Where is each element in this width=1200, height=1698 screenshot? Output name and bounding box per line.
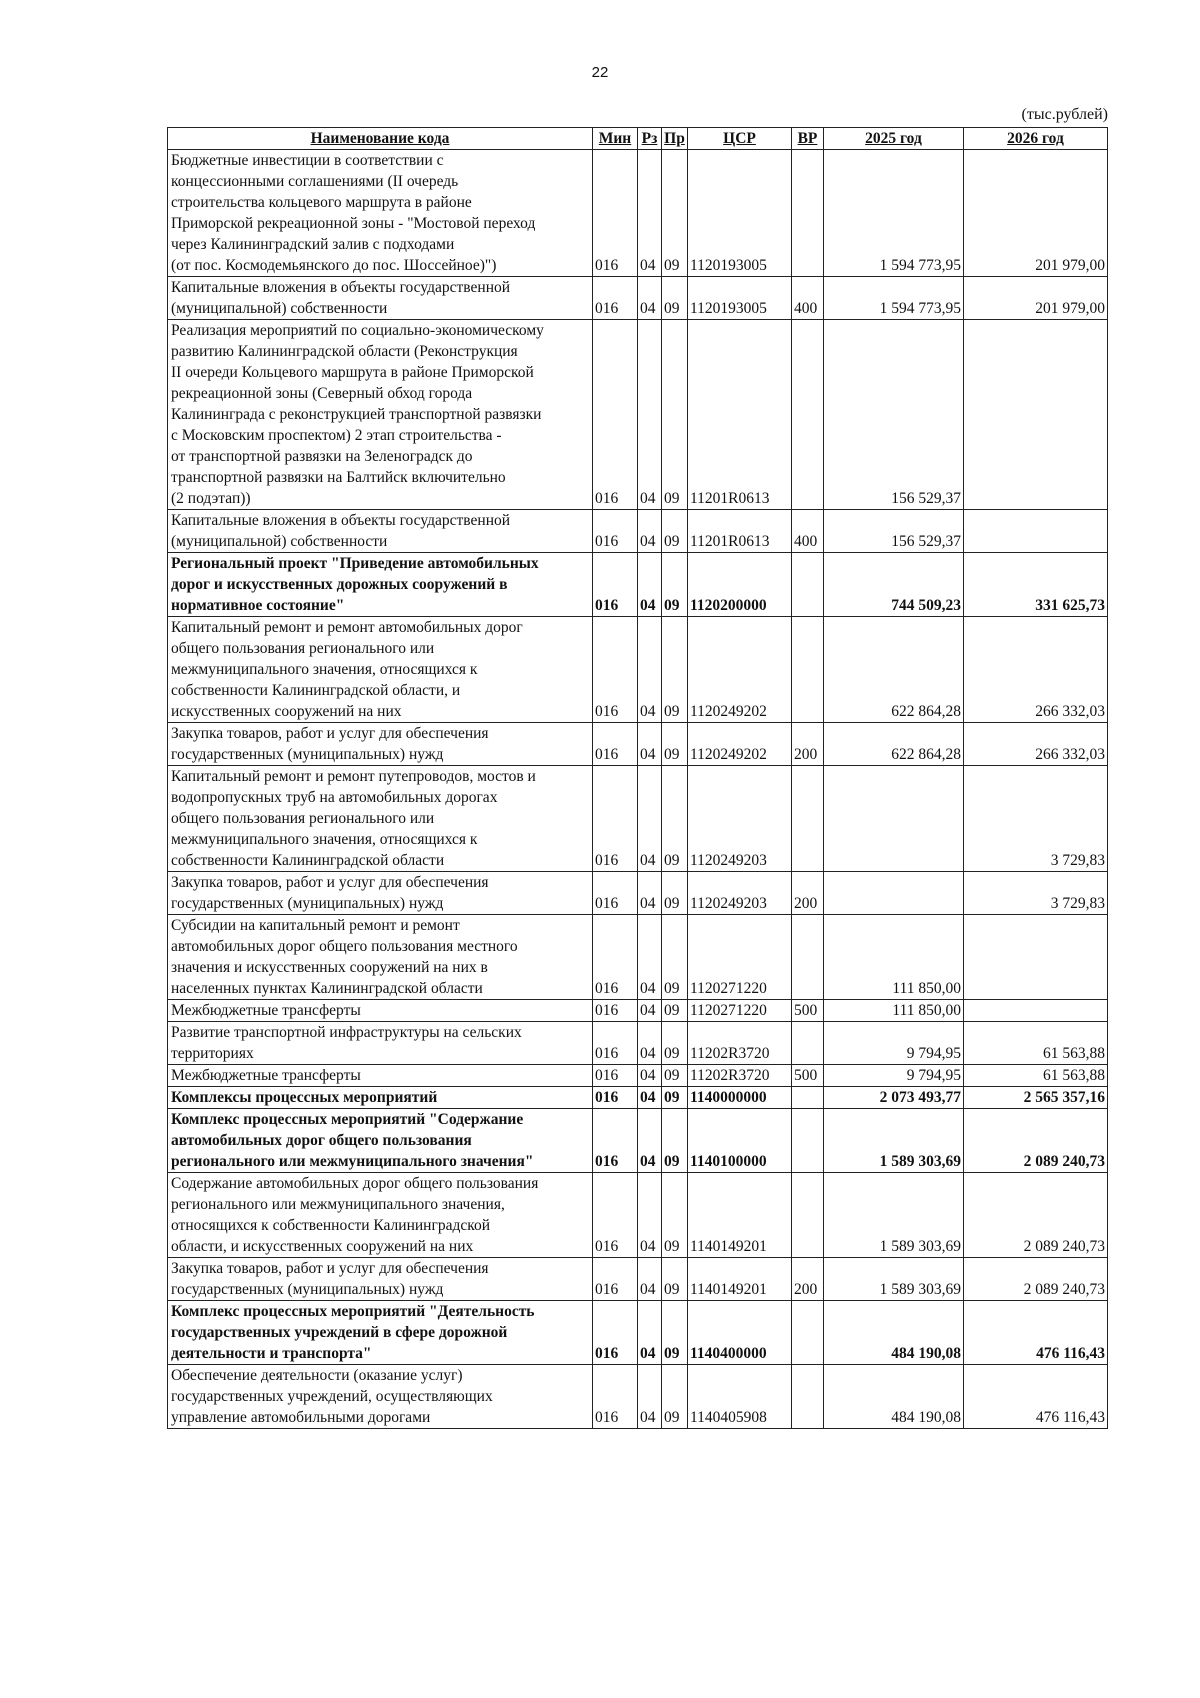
cell-vr: 400: [792, 510, 824, 553]
table-body: [168, 150, 1108, 1429]
cell-min: 016: [593, 1022, 638, 1065]
cell-csr: 1140405908: [688, 1365, 792, 1429]
cell-2025: 1 589 303,69: [824, 1173, 964, 1258]
column-header-2025: 2025 год: [824, 128, 964, 150]
column-header-name: Наименование кода: [168, 128, 593, 150]
cell-2025: 156 529,37: [824, 510, 964, 553]
cell-min: 016: [593, 872, 638, 915]
table-row: [168, 915, 1108, 1000]
table-row: [168, 1087, 1108, 1109]
cell-name: Закупка товаров, работ и услуг для обеспечения государственных (муниципальных) нужд: [168, 872, 593, 915]
cell-rz: 04: [638, 510, 662, 553]
cell-pr: 09: [662, 1173, 688, 1258]
column-header-rz: Рз: [638, 128, 662, 150]
cell-2026: [964, 320, 1108, 510]
table-row: [168, 553, 1108, 617]
table-row: [168, 766, 1108, 872]
cell-csr: 1120249203: [688, 766, 792, 872]
cell-name: Закупка товаров, работ и услуг для обеспечения государственных (муниципальных) нужд: [168, 723, 593, 766]
cell-pr: 09: [662, 1365, 688, 1429]
cell-2026: [964, 1000, 1108, 1022]
cell-pr: 09: [662, 1109, 688, 1173]
cell-rz: 04: [638, 915, 662, 1000]
cell-name: Капитальные вложения в объекты государственной (муниципальной) собственности: [168, 510, 593, 553]
table-row: [168, 1173, 1108, 1258]
table-row: [168, 1022, 1108, 1065]
cell-csr: 1140149201: [688, 1173, 792, 1258]
table-row: [168, 617, 1108, 723]
cell-name: Капитальные вложения в объекты государственной (муниципальной) собственности: [168, 277, 593, 320]
cell-2026: 2 089 240,73: [964, 1258, 1108, 1301]
cell-vr: [792, 766, 824, 872]
cell-pr: 09: [662, 1087, 688, 1109]
column-header-min: Мин: [593, 128, 638, 150]
cell-vr: [792, 1173, 824, 1258]
cell-rz: 04: [638, 1065, 662, 1087]
cell-2026: 266 332,03: [964, 723, 1108, 766]
cell-min: 016: [593, 1087, 638, 1109]
cell-2026: 3 729,83: [964, 872, 1108, 915]
cell-rz: 04: [638, 766, 662, 872]
cell-csr: 1140149201: [688, 1258, 792, 1301]
cell-vr: [792, 320, 824, 510]
cell-2025: 2 073 493,77: [824, 1087, 964, 1109]
cell-name: Комплексы процессных мероприятий: [168, 1087, 593, 1109]
cell-name: Содержание автомобильных дорог общего пользования регионального или межмуниципального значения, относящихся к собственности Калининградской области, и искусственных сооружений на них: [168, 1173, 593, 1258]
cell-2026: 61 563,88: [964, 1022, 1108, 1065]
cell-pr: 09: [662, 617, 688, 723]
cell-2026: 3 729,83: [964, 766, 1108, 872]
cell-vr: 200: [792, 1258, 824, 1301]
cell-pr: 09: [662, 1301, 688, 1365]
cell-vr: 400: [792, 277, 824, 320]
table-row: [168, 510, 1108, 553]
cell-2025: 111 850,00: [824, 1000, 964, 1022]
cell-rz: 04: [638, 1022, 662, 1065]
cell-2026: 266 332,03: [964, 617, 1108, 723]
cell-vr: [792, 1022, 824, 1065]
cell-min: 016: [593, 1258, 638, 1301]
cell-rz: 04: [638, 1173, 662, 1258]
cell-csr: 11202R3720: [688, 1022, 792, 1065]
cell-name: Капитальный ремонт и ремонт автомобильных дорог общего пользования регионального или межмуниципального значения, относящихся к собственности Калининградской области, и искусственных сооружений на них: [168, 617, 593, 723]
cell-2025: [824, 872, 964, 915]
cell-min: 016: [593, 1000, 638, 1022]
cell-2025: 9 794,95: [824, 1065, 964, 1087]
cell-vr: [792, 915, 824, 1000]
cell-name: Закупка товаров, работ и услуг для обеспечения государственных (муниципальных) нужд: [168, 1258, 593, 1301]
cell-2025: [824, 766, 964, 872]
cell-2025: 9 794,95: [824, 1022, 964, 1065]
cell-csr: 11201R0613: [688, 510, 792, 553]
table-row: [168, 1109, 1108, 1173]
cell-min: 016: [593, 617, 638, 723]
cell-vr: 500: [792, 1065, 824, 1087]
cell-pr: 09: [662, 766, 688, 872]
cell-rz: 04: [638, 872, 662, 915]
cell-name: Межбюджетные трансферты: [168, 1000, 593, 1022]
cell-name: Развитие транспортной инфраструктуры на сельских территориях: [168, 1022, 593, 1065]
cell-2026: 331 625,73: [964, 553, 1108, 617]
cell-rz: 04: [638, 723, 662, 766]
column-header-pr: Пр: [662, 128, 688, 150]
cell-rz: 04: [638, 553, 662, 617]
cell-min: 016: [593, 150, 638, 277]
cell-rz: 04: [638, 150, 662, 277]
cell-vr: [792, 150, 824, 277]
cell-name: Капитальный ремонт и ремонт путепроводов, мостов и водопропускных труб на автомобильных дорогах общего пользования регионального или межмуниципального значения, относящихся к собственности Калининградской области: [168, 766, 593, 872]
cell-rz: 04: [638, 1258, 662, 1301]
cell-pr: 09: [662, 1065, 688, 1087]
table-row: [168, 1000, 1108, 1022]
table-row: [168, 150, 1108, 277]
cell-name: Обеспечение деятельности (оказание услуг) государственных учреждений, осуществляющих управление автомобильными дорогами: [168, 1365, 593, 1429]
cell-min: 016: [593, 723, 638, 766]
cell-pr: 09: [662, 915, 688, 1000]
cell-2025: 622 864,28: [824, 723, 964, 766]
cell-name: Межбюджетные трансферты: [168, 1065, 593, 1087]
cell-name: Комплекс процессных мероприятий "Содержание автомобильных дорог общего пользования регионального или межмуниципального значения": [168, 1109, 593, 1173]
cell-csr: 1120193005: [688, 150, 792, 277]
table-row: [168, 1365, 1108, 1429]
cell-min: 016: [593, 1173, 638, 1258]
cell-vr: [792, 1301, 824, 1365]
cell-min: 016: [593, 277, 638, 320]
cell-rz: 04: [638, 1301, 662, 1365]
cell-name: Реализация мероприятий по социально-экономическому развитию Калининградской области (Реконструкция II очереди Кольцевого маршрута в районе Приморской рекреационной зоны (Северный обход города Калининграда с реконструкцией транспортной развязки с Московским проспектом) 2 этап строительства - от транспортной развязки на Зеленоградск до транспортной развязки на Балтийск включительно (2 подэтап)): [168, 320, 593, 510]
column-header-vr: ВР: [792, 128, 824, 150]
cell-name: Комплекс процессных мероприятий "Деятельность государственных учреждений в сфере дорожной деятельности и транспорта": [168, 1301, 593, 1365]
cell-rz: 04: [638, 1365, 662, 1429]
table-row: [168, 1258, 1108, 1301]
cell-min: 016: [593, 1365, 638, 1429]
cell-csr: 1140400000: [688, 1301, 792, 1365]
units-caption: (тыс.рублей): [1021, 106, 1108, 123]
table-row: [168, 1301, 1108, 1365]
cell-name: Региональный проект "Приведение автомобильных дорог и искусственных дорожных сооружений в нормативное состояние": [168, 553, 593, 617]
cell-2025: 1 589 303,69: [824, 1109, 964, 1173]
cell-pr: 09: [662, 510, 688, 553]
cell-2026: [964, 915, 1108, 1000]
cell-2025: 484 190,08: [824, 1365, 964, 1429]
cell-pr: 09: [662, 277, 688, 320]
table-header-row: [168, 128, 1108, 150]
cell-2026: 476 116,43: [964, 1365, 1108, 1429]
cell-csr: 11201R0613: [688, 320, 792, 510]
cell-pr: 09: [662, 872, 688, 915]
cell-2026: 476 116,43: [964, 1301, 1108, 1365]
table-row: [168, 277, 1108, 320]
cell-2025: 156 529,37: [824, 320, 964, 510]
cell-min: 016: [593, 1065, 638, 1087]
cell-2025: 111 850,00: [824, 915, 964, 1000]
cell-csr: 1120249202: [688, 723, 792, 766]
cell-min: 016: [593, 766, 638, 872]
cell-vr: [792, 617, 824, 723]
cell-csr: 1140100000: [688, 1109, 792, 1173]
cell-vr: 500: [792, 1000, 824, 1022]
table-row: [168, 320, 1108, 510]
cell-csr: 1120200000: [688, 553, 792, 617]
cell-2025: 1 594 773,95: [824, 277, 964, 320]
cell-vr: [792, 1109, 824, 1173]
table-row: [168, 872, 1108, 915]
cell-vr: [792, 1365, 824, 1429]
cell-rz: 04: [638, 1000, 662, 1022]
cell-2026: 2 565 357,16: [964, 1087, 1108, 1109]
cell-2025: 1 589 303,69: [824, 1258, 964, 1301]
budget-table: [167, 127, 1108, 1429]
cell-pr: 09: [662, 553, 688, 617]
cell-rz: 04: [638, 1087, 662, 1109]
cell-vr: 200: [792, 723, 824, 766]
cell-csr: 11202R3720: [688, 1065, 792, 1087]
cell-rz: 04: [638, 277, 662, 320]
cell-csr: 1120271220: [688, 915, 792, 1000]
cell-csr: 1120249203: [688, 872, 792, 915]
cell-pr: 09: [662, 1258, 688, 1301]
cell-min: 016: [593, 915, 638, 1000]
column-header-csr: ЦСР: [688, 128, 792, 150]
cell-min: 016: [593, 553, 638, 617]
column-header-2026: 2026 год: [964, 128, 1108, 150]
cell-rz: 04: [638, 320, 662, 510]
cell-rz: 04: [638, 617, 662, 723]
cell-2025: 1 594 773,95: [824, 150, 964, 277]
cell-2025: 622 864,28: [824, 617, 964, 723]
cell-vr: [792, 1087, 824, 1109]
cell-csr: 1120193005: [688, 277, 792, 320]
cell-2026: 2 089 240,73: [964, 1173, 1108, 1258]
cell-2025: 484 190,08: [824, 1301, 964, 1365]
cell-2026: 201 979,00: [964, 277, 1108, 320]
cell-pr: 09: [662, 723, 688, 766]
cell-2026: 2 089 240,73: [964, 1109, 1108, 1173]
cell-name: Бюджетные инвестиции в соответствии с концессионными соглашениями (II очередь строительства кольцевого маршрута в районе Приморской рекреационной зоны - "Мостовой переход через Калининградский залив с подходами (от пос. Космодемьянского до пос. Шоссейное)"): [168, 150, 593, 277]
cell-min: 016: [593, 320, 638, 510]
cell-2026: [964, 510, 1108, 553]
cell-min: 016: [593, 1109, 638, 1173]
cell-csr: 1140000000: [688, 1087, 792, 1109]
table-row: [168, 1065, 1108, 1087]
cell-csr: 1120271220: [688, 1000, 792, 1022]
cell-pr: 09: [662, 1022, 688, 1065]
cell-min: 016: [593, 510, 638, 553]
cell-rz: 04: [638, 1109, 662, 1173]
cell-name: Субсидии на капитальный ремонт и ремонт автомобильных дорог общего пользования местного значения и искусственных сооружений на них в населенных пунктах Калининградской области: [168, 915, 593, 1000]
cell-2025: 744 509,23: [824, 553, 964, 617]
cell-csr: 1120249202: [688, 617, 792, 723]
cell-min: 016: [593, 1301, 638, 1365]
page-number: 22: [591, 64, 609, 81]
cell-2026: 201 979,00: [964, 150, 1108, 277]
cell-vr: [792, 553, 824, 617]
cell-2026: 61 563,88: [964, 1065, 1108, 1087]
cell-pr: 09: [662, 150, 688, 277]
table-row: [168, 723, 1108, 766]
cell-pr: 09: [662, 1000, 688, 1022]
cell-pr: 09: [662, 320, 688, 510]
cell-vr: 200: [792, 872, 824, 915]
